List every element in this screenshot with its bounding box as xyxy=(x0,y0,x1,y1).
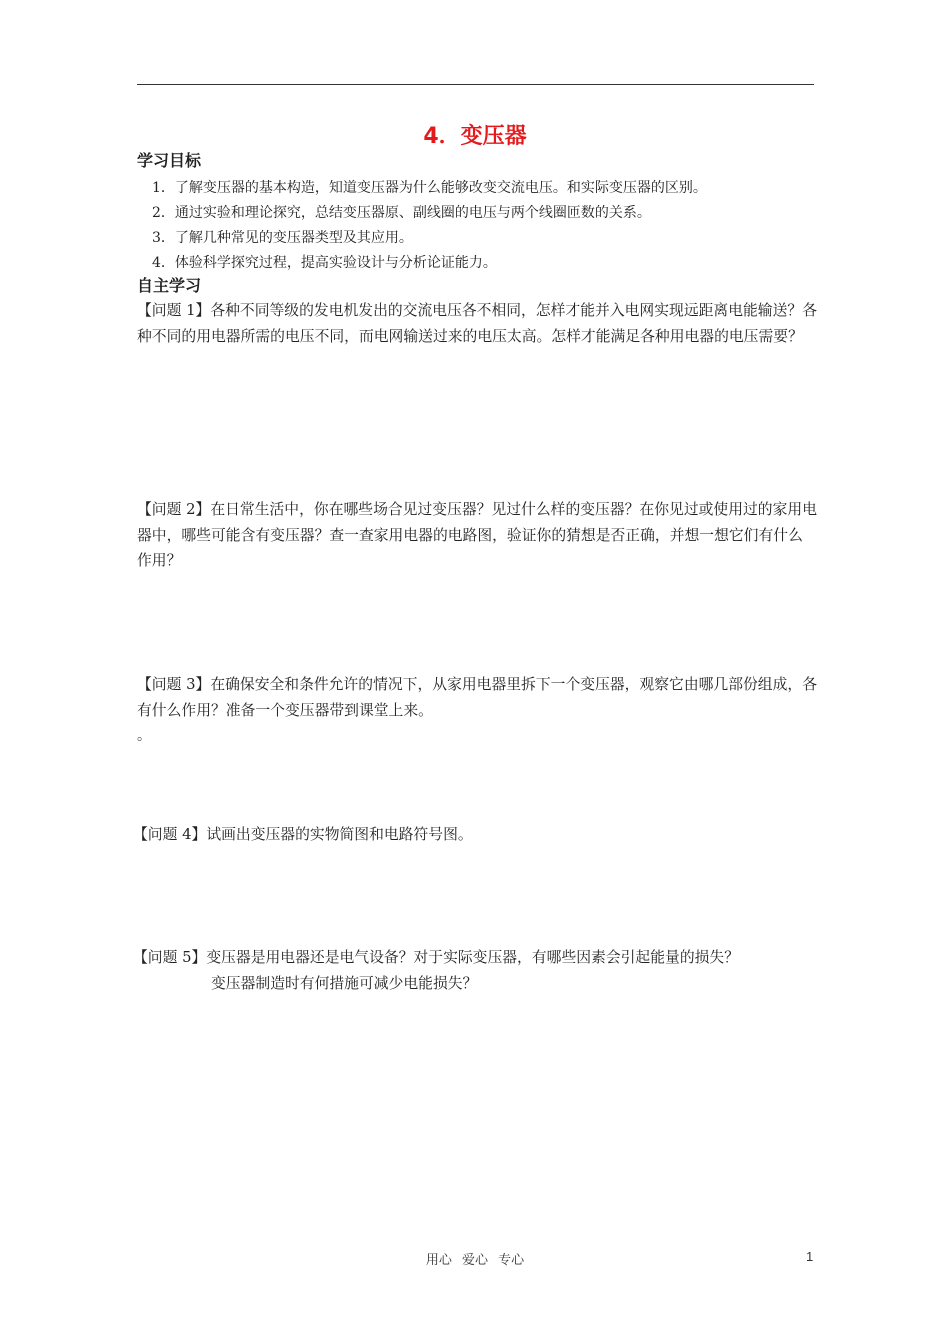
self-study-heading: 自主学习 xyxy=(137,276,202,295)
page-title: 4．变压器 xyxy=(423,124,527,149)
goal-item: 3．了解几种常见的变压器类型及其应用。 xyxy=(152,230,413,246)
goal-item: 1．了解变压器的基本构造，知道变压器为什么能够改变交流电压。和实际变压器的区别。 xyxy=(152,180,707,196)
stray-mark: 。 xyxy=(137,728,151,744)
question-4 xyxy=(133,822,813,848)
page-number: 1 xyxy=(806,1249,814,1264)
question-3 xyxy=(137,672,817,723)
footer-motto: 用心 爱心 专心 xyxy=(425,1253,525,1268)
question-text: 试画出变压器的实物简图和电路符号图。 xyxy=(206,826,473,843)
goal-item: 2．通过实验和理论探究，总结变压器原、副线圈的电压与两个线圈匝数的关系。 xyxy=(152,205,651,221)
question-1 xyxy=(137,298,817,349)
goals-list xyxy=(152,176,822,276)
question-tag: 【问题 4】 xyxy=(133,826,207,843)
question-tag: 【问题 2】 xyxy=(137,501,211,518)
question-text: 在确保安全和条件允许的情况下，从家用电器里拆下一个变压器，观察它由哪几部份组成，各有什么作用？准备一个变压器带到课堂上来。 xyxy=(137,676,817,719)
question-tag: 【问题 3】 xyxy=(137,676,211,693)
question-text: 变压器是用电器还是电气设备？对于实际变压器，有哪些因素会引起能量的损失？ xyxy=(206,949,740,966)
goal-item: 4．体验科学探究过程，提高实验设计与分析论证能力。 xyxy=(152,255,497,271)
goals-heading: 学习目标 xyxy=(137,151,202,170)
question-text: 在日常生活中，你在哪些场合见过变压器？见过什么样的变压器？在你见过或使用过的家用电器中，哪些可能含有变压器？查一查家用电器的电路图，验证你的猜想是否正确，并想一想它们有什么作用？ xyxy=(137,501,817,569)
header-rule xyxy=(137,84,814,85)
question-5 xyxy=(133,945,823,996)
question-tag: 【问题 1】 xyxy=(137,302,211,319)
question-text-continued: 变压器制造时有何措施可减少电能损失？ xyxy=(211,974,478,992)
question-tag: 【问题 5】 xyxy=(133,949,207,966)
question-2 xyxy=(137,497,817,574)
question-text: 各种不同等级的发电机发出的交流电压各不相同，怎样才能并入电网实现远距离电能输送？各种不同的用电器所需的电压不同，而电网输送过来的电压太高。怎样才能满足各种用电器的电压需要？ xyxy=(137,302,817,345)
